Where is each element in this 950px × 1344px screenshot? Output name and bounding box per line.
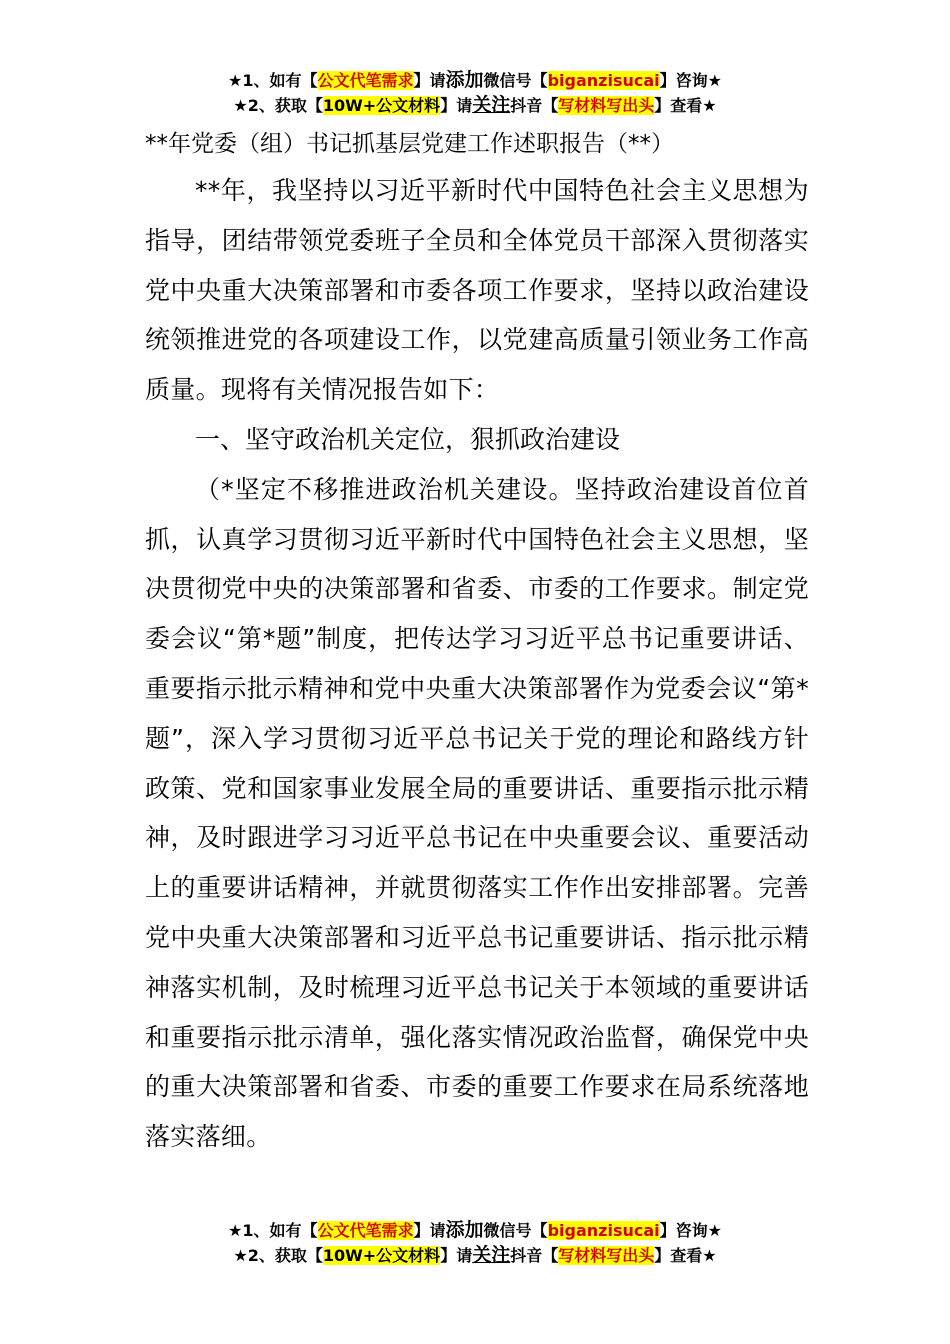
document-title: **年党委（组）书记抓基层党建工作述职报告（**） (145, 131, 674, 157)
header-promo-banner (0, 68, 950, 118)
section-paragraph: （*坚定不移推进政治机关建设。坚持政治建设首位首抓，认真学习贯彻习近平新时代中国特色社会主义思想，坚决贯彻党中央的决策部署和省委、市委的工作要求。制定党委会议“第*题”制度，把传达学习习近平总书记重要讲话、重要指示批示精神和党中央重大决策部署作为党委会议“第*题”，深入学习贯彻习近平总书记关于党的理论和路线方针政策、党和国家事业发展全局的重要讲话、重要指示批示精神，及时跟进学习习近平总书记在中央重要会议、重要活动上的重要讲话精神，并就贯彻落实工作作出安排部署。完善党中央重大决策部署和习近平总书记重要讲话、指示批示精神落实机制，及时梳理习近平总书记关于本领域的重要讲话和重要指示批示清单，强化落实情况政治监督，确保党中央的重大决策部署和省委、市委的重要工作要求在局系统落地落实落细。 (145, 474, 809, 1152)
section-heading: 一、坚守政治机关定位，狠抓政治建设 (195, 424, 621, 454)
footer-promo-banner (0, 1218, 950, 1268)
document-body (145, 122, 809, 1162)
promo-line-1: ★1、如有【公文代笔需求】请添加微信号【biganzisucai】咨询★ (228, 69, 722, 91)
promo-highlight: 10W+公文材料 (322, 96, 441, 115)
promo-highlight: 10W+公文材料 (322, 1246, 441, 1265)
promo-line-1: ★1、如有【公文代笔需求】请添加微信号【biganzisucai】咨询★ (228, 1219, 722, 1241)
douyin-account-highlight: 写材料写出头 (558, 1246, 655, 1265)
promo-highlight: 公文代笔需求 (317, 1221, 414, 1240)
douyin-account-highlight: 写材料写出头 (558, 96, 655, 115)
promo-line-2: ★2、获取【10W+公文材料】请关注抖音【写材料写出头】查看★ (233, 94, 717, 116)
promo-highlight: 公文代笔需求 (317, 71, 414, 90)
intro-paragraph: **年，我坚持以习近平新时代中国特色社会主义思想为指导，团结带领党委班子全员和全体党员干部深入贯彻落实党中央重大决策部署和市委各项工作要求，坚持以政治建设统领推进党的各项建设工作，以党建高质量引领业务工作高质量。现将有关情况报告如下： (145, 176, 809, 405)
wechat-id-highlight: biganzisucai (547, 1221, 660, 1240)
wechat-id-highlight: biganzisucai (547, 71, 660, 90)
promo-line-2: ★2、获取【10W+公文材料】请关注抖音【写材料写出头】查看★ (233, 1244, 717, 1266)
